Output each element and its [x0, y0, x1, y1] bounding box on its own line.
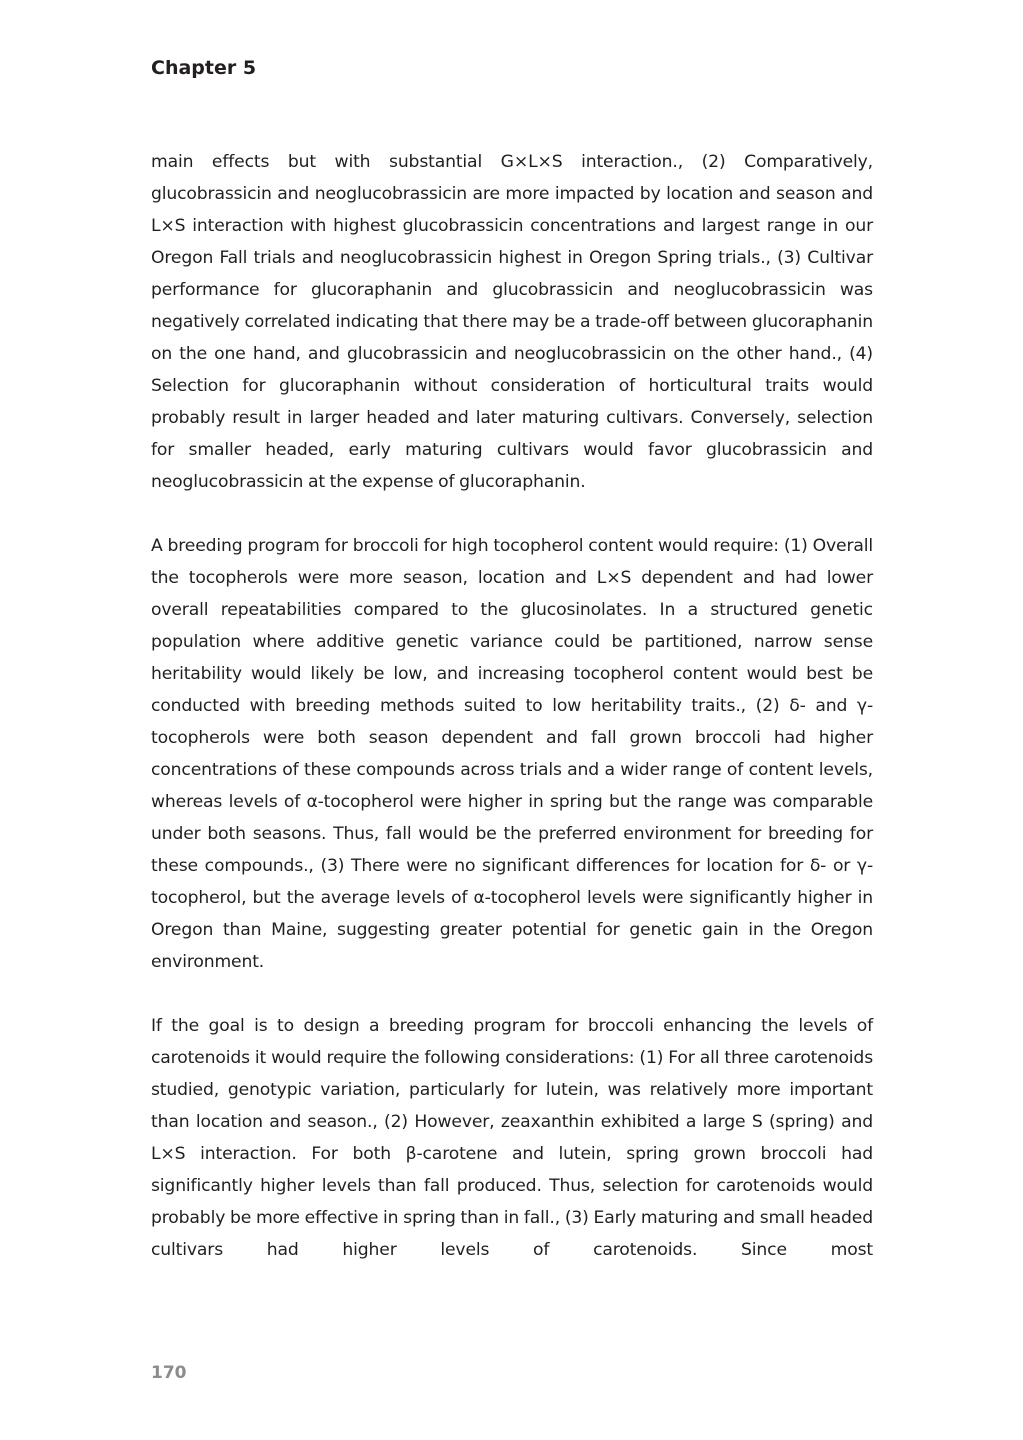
- chapter-heading: Chapter 5: [151, 57, 257, 79]
- paragraph-carotenoids: If the goal is to design a breeding program for broccoli enhancing the levels of carotenoids it would require the following considerations: (1) For all three carotenoids studied, genotypic variation, particularly for lutein, was relatively more important than location and season., (2) However, zeaxanthin exhibited a large S (spring) and L×S interaction. For both β-carotene and lutein, spring grown broccoli had significantly higher levels than fall produced. Thus, selection for carotenoids would probably be more effective in spring than in fall., (3) Early maturing and small headed cultivars had higher levels of carotenoids. Since most: [151, 1016, 873, 1260]
- body-text: [151, 146, 873, 1298]
- page-number: 170: [151, 1363, 187, 1383]
- paragraph-tocopherols: A breeding program for broccoli for high tocopherol content would require: (1) Overall the tocopherols were more season, location and L×S dependent and had lower overall repeatabilities compared to the glucosinolates. In a structured genetic population where additive genetic variance could be partitioned, narrow sense heritability would likely be low, and increasing tocopherol content would best be conducted with breeding methods suited to low heritability traits., (2) δ- and γ-tocopherols were both season dependent and fall grown broccoli had higher concentrations of these compounds across trials and a wider range of content levels, whereas levels of α-tocopherol were higher in spring but the range was comparable under both seasons. Thus, fall would be the preferred environment for breeding for these compounds., (3) There were no significant differences for location for δ- or γ-tocopherol, but the average levels of α-tocopherol levels were significantly higher in Oregon than Maine, suggesting greater potential for genetic gain in the Oregon environment.: [151, 536, 873, 972]
- paragraph-glucosinolates: main effects but with substantial G×L×S interaction., (2) Comparatively, glucobrassicin and neoglucobrassicin are more impacted by location and season and L×S interaction with highest glucobrassicin concentrations and largest range in our Oregon Fall trials and neoglucobrassicin highest in Oregon Spring trials., (3) Cultivar performance for glucoraphanin and glucobrassicin and neoglucobrassicin was negatively correlated indicating that there may be a trade-off between glucoraphanin on the one hand, and glucobrassicin and neoglucobrassicin on the other hand., (4) Selection for glucoraphanin without consideration of horticultural traits would probably result in larger headed and later maturing cultivars. Conversely, selection for smaller headed, early maturing cultivars would favor glucobrassicin and neoglucobrassicin at the expense of glucoraphanin.: [151, 152, 873, 492]
